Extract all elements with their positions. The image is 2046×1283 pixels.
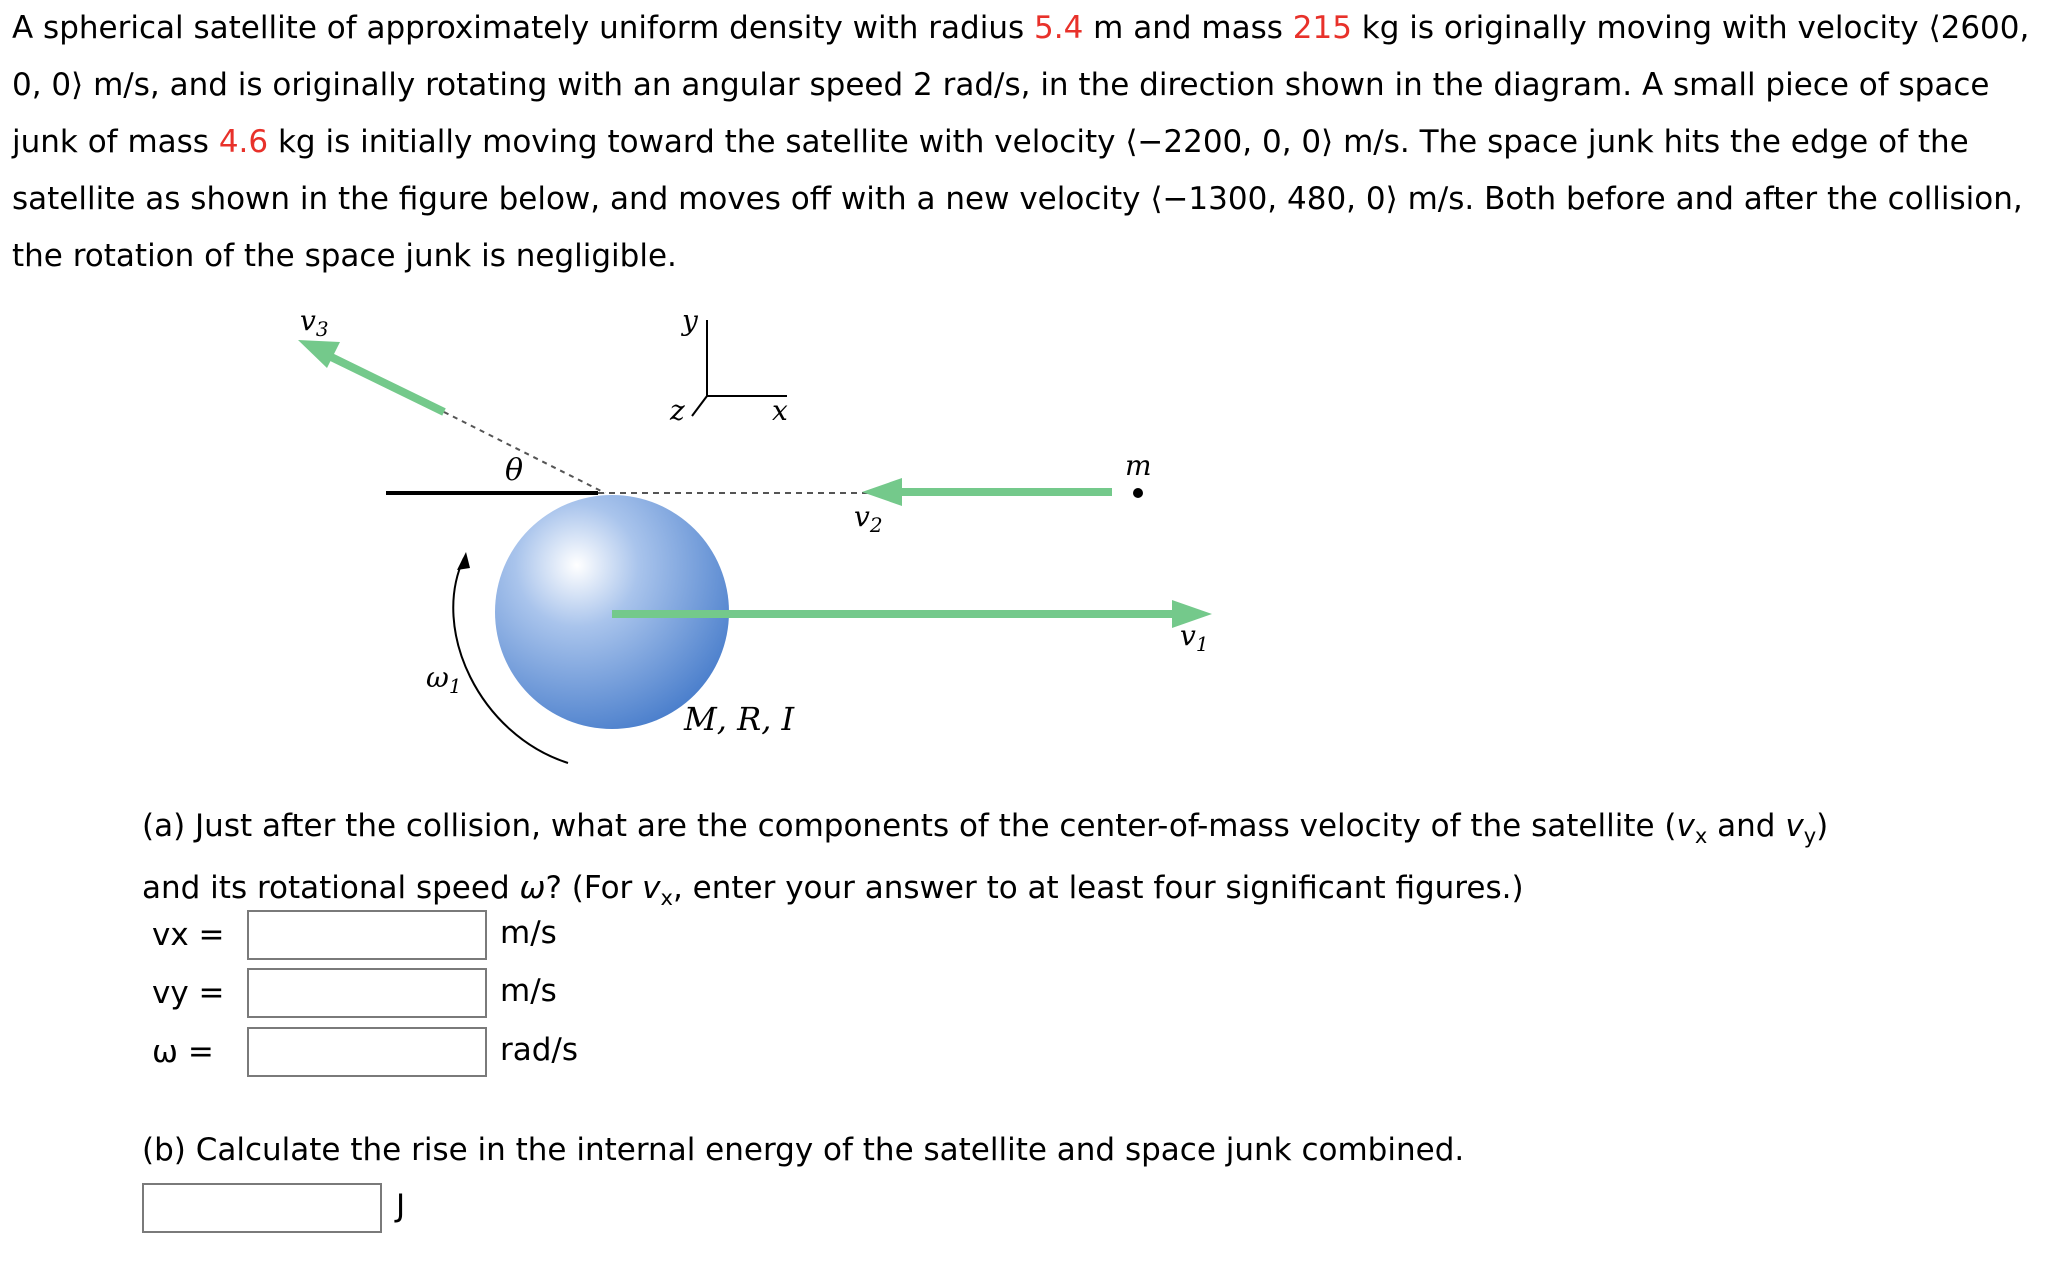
omega-label: $\omega_1$ <box>426 661 462 698</box>
problem-text-3: kg is originally moving with velocity <box>1351 10 1929 46</box>
v2-arrow <box>862 478 1112 506</box>
part-b-question: (b) Calculate the rise in the internal energy of the satellite and space junk combined. <box>142 1132 1465 1168</box>
junk-final-velocity: ⟨−1300, 480, 0⟩ <box>1150 181 1398 217</box>
theta-label: θ <box>505 453 524 488</box>
problem-text-7: m/s. Both before and after the collision, the rotation of the space junk is negligible. <box>12 181 2023 274</box>
problem-text-5: kg is initially moving toward the satellite with velocity <box>268 124 1126 160</box>
coordinate-axes <box>669 304 788 427</box>
mri-label: M, R, I <box>684 700 795 738</box>
part-a-question: (a) Just after the collision, what are the components of the center-of-mass velocity of the satellite ($v_x$ and $v_y$) and its rotational speed ω? (For $v_x$, enter your answer to at least four significant figures.) <box>142 808 1829 911</box>
junk-initial-velocity: ⟨−2200, 0, 0⟩ <box>1125 124 1334 160</box>
vx-unit: m/s <box>500 915 557 951</box>
omega-unit: rad/s <box>500 1032 579 1068</box>
collision-diagram <box>0 290 1300 770</box>
v3-arrow <box>298 340 605 493</box>
mass-value: 215 <box>1292 10 1352 46</box>
problem-text-6: m/s. The space junk hits the edge of the satellite as shown in the figure below, and moves off with a new velocity <box>12 124 1969 217</box>
radius-value: 5.4 <box>1034 10 1084 46</box>
problem-statement <box>12 0 2037 285</box>
v2-label: $v_2$ <box>854 500 883 537</box>
satellite-velocity: ⟨2600, 0, 0⟩ <box>12 10 2030 103</box>
m-label: m <box>1125 449 1152 482</box>
problem-text-2: m and mass <box>1083 10 1293 46</box>
omega-input[interactable] <box>247 1027 487 1077</box>
problem-text-1: A spherical satellite of approximately uniform density with radius <box>12 10 1034 46</box>
internal-energy-unit: J <box>396 1188 406 1224</box>
axis-z-label: z <box>670 394 685 427</box>
axis-y-label: y <box>682 304 698 337</box>
problem-text-4: m/s, and is originally rotating with an angular speed 2 rad/s, in the direction shown in the diagram. A small piece of space junk of mass <box>12 67 1990 160</box>
v1-label: $v_1$ <box>1180 619 1209 656</box>
omega-answer-label: ω = <box>152 1034 214 1070</box>
vy-unit: m/s <box>500 973 557 1009</box>
internal-energy-input[interactable] <box>142 1183 382 1233</box>
axis-x-label: x <box>772 394 788 427</box>
vy-label: vy = <box>152 975 225 1011</box>
junk-mass-dot <box>1133 488 1143 498</box>
v3-label: $v_3$ <box>300 304 329 341</box>
vx-input[interactable] <box>247 910 487 960</box>
vx-label: vx = <box>152 917 225 953</box>
vy-input[interactable] <box>247 968 487 1018</box>
junk-mass-value: 4.6 <box>218 124 269 160</box>
